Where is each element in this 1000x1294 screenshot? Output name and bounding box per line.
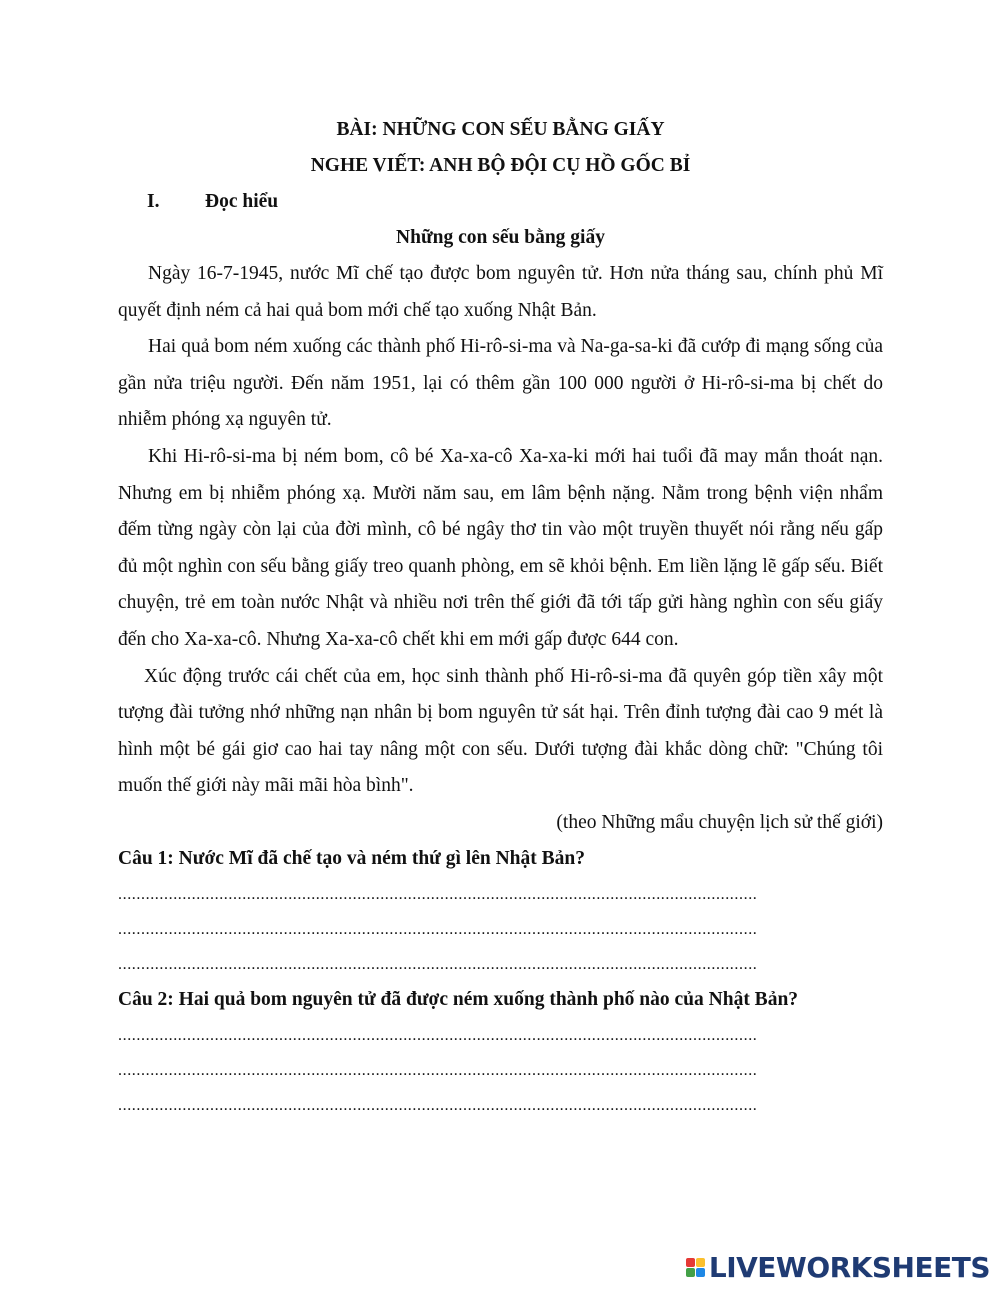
section-label: Đọc hiểu [205,191,279,212]
story-paragraph: Xúc động trước cái chết của em, học sinh thành phố Hi-rô-si-ma đã quyên góp tiền xây một tượng đài tưởng nhớ những nạn nhân bị bom nguyên tử sát hại. Trên đỉnh tượng đài cao 9 mét là hình một bé gái giơ cao hai tay nâng một con sếu. Dưới tượng đài khắc dòng chữ: "Chúng tôi muốn thế giới này mãi mãi hòa bình". [118,665,883,797]
worksheet-title: BÀI: NHỮNG CON SẾU BẰNG GIẤY [336,119,665,140]
answer-line[interactable]: ........................................................................................................................................... [118,1026,758,1044]
story-title: Những con sếu bằng giấy [396,227,605,248]
logo-square [686,1258,695,1267]
section-number: I. [147,191,160,212]
logo-square [686,1268,695,1277]
section-heading [118,184,883,220]
question-2: Câu 2: Hai quả bom nguyên tử đã được ném xuống thành phố nào của Nhật Bản? [118,988,799,1010]
logo-square [696,1258,705,1267]
worksheet-subtitle: NGHE VIẾT: ANH BỘ ĐỘI CỤ HỒ GỐC BỈ [310,155,691,176]
answer-line[interactable]: ........................................................................................................................................... [118,885,758,903]
logo-squares-icon [686,1258,705,1277]
story-paragraph: Ngày 16-7-1945, nước Mĩ chế tạo được bom nguyên tử. Hơn nửa tháng sau, chính phủ Mĩ quyết định ném cả hai quả bom mới chế tạo xuống Nhật Bản. [118,263,883,321]
question-1: Câu 1: Nước Mĩ đã chế tạo và ném thứ gì lên Nhật Bản? [118,847,585,869]
answer-line[interactable]: ........................................................................................................................................... [118,920,758,938]
story-paragraph: Khi Hi-rô-si-ma bị ném bom, cô bé Xa-xa-cô Xa-xa-ki mới hai tuổi đã may mắn thoát nạn. Nhưng em bị nhiễm phóng xạ. Mười năm sau, em lâm bệnh nặng. Nằm trong bệnh viện nhẩm đếm từng ngày còn lại của đời mình, cô bé ngây thơ tin vào một truyền thuyết nói rằng nếu gấp đủ một nghìn con sếu bằng giấy treo quanh phòng, em sẽ khỏi bệnh. Em liền lặng lẽ gấp sếu. Biết chuyện, trẻ em toàn nước Nhật và nhiều nơi trên thế giới đã tới tấp gửi hàng nghìn con sếu giấy đến cho Xa-xa-cô. Nhưng Xa-xa-cô chết khi em mới gấp được 644 con. [118,445,883,650]
worksheet-page [118,112,883,1123]
logo-text: LIVEWORKSHEETS [708,1251,990,1284]
logo-square [696,1268,705,1277]
answer-line[interactable]: ........................................................................................................................................... [118,1061,758,1079]
story-paragraph: Hai quả bom ném xuống các thành phố Hi-rô-si-ma và Na-ga-sa-ki đã cướp đi mạng sống của gần nửa triệu người. Đến năm 1951, lại có thêm gần 100 000 người ở Hi-rô-si-ma bị chết do nhiễm phóng xạ nguyên tử. [118,336,883,431]
answer-line[interactable]: ........................................................................................................................................... [118,1096,758,1114]
answer-line[interactable]: ........................................................................................................................................... [118,955,758,973]
liveworksheets-logo[interactable] [686,1251,990,1284]
story-source: (theo Những mẩu chuyện lịch sử thế giới) [556,811,883,833]
